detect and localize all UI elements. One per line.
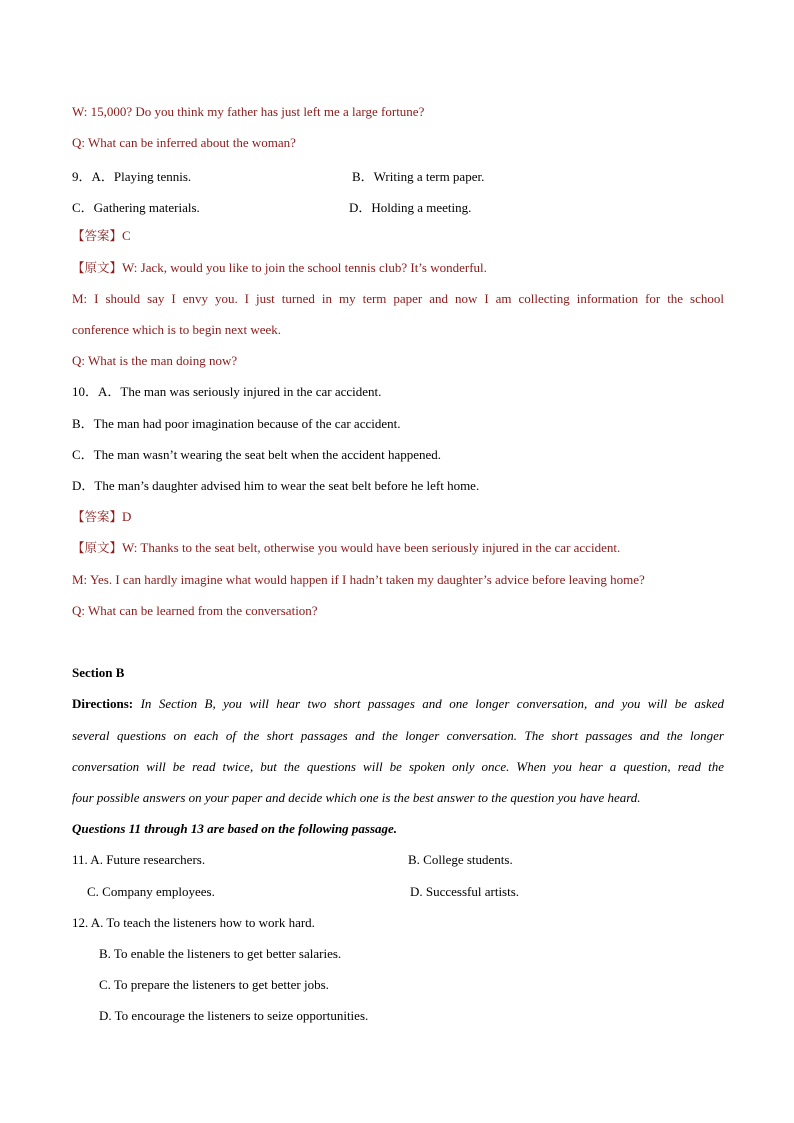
q9-woman-line: W: Jack, would you like to join the school tennis club? It’s wonderful.	[122, 260, 487, 275]
q8-woman-line: W: 15,000? Do you think my father has just left me a large fortune?	[72, 104, 425, 119]
directions-text-1: In Section B, you will hear two short passages and one longer conversation, and you will be asked	[140, 696, 725, 711]
q10-answer-tag: 【答案】	[72, 509, 123, 524]
section-b-title: Section B	[72, 665, 125, 680]
q10-option-c: C．The man wasn’t wearing the seat belt when the accident happened.	[72, 447, 442, 462]
q9-man-line-2: conference which is to begin next week.	[72, 322, 282, 337]
passage-heading: Questions 11 through 13 are based on the following passage.	[72, 821, 398, 836]
q10-question-line: Q: What can be learned from the conversation?	[72, 603, 318, 618]
q9-answer-value: C	[122, 228, 131, 243]
q10-man-line: M: Yes. I can hardly imagine what would happen if I hadn’t taken my daughter’s advice before leaving home?	[72, 572, 645, 587]
q10-answer-value: D	[122, 509, 132, 524]
q9-answer-line	[72, 228, 724, 244]
q9-question-line: Q: What is the man doing now?	[72, 353, 238, 368]
q10-option-b: B．The man had poor imagination because of the car accident.	[72, 416, 401, 431]
q8-question-line: Q: What can be inferred about the woman?	[72, 135, 296, 150]
q10-transcript-tag: 【原文】	[72, 540, 123, 555]
q10-option-a: 10．A．The man was seriously injured in the car accident.	[72, 384, 382, 399]
q10-answer-line	[72, 509, 724, 525]
q12-option-a: 12. A. To teach the listeners how to work hard.	[72, 915, 315, 930]
q10-woman-line: W: Thanks to the seat belt, otherwise you would have been seriously injured in the car accident.	[122, 540, 621, 555]
q9-option-b: B．Writing a term paper.	[352, 169, 485, 184]
q9-transcript-tag: 【原文】	[72, 260, 123, 275]
q9-answer-tag: 【答案】	[72, 228, 123, 243]
q9-man-line-1: M: I should say I envy you. I just turned in my term paper and now I am collecting information for the school	[72, 291, 724, 306]
q11-option-a: 11. A. Future researchers.	[72, 852, 206, 867]
q10-option-d: D．The man’s daughter advised him to wear the seat belt before he left home.	[72, 478, 480, 493]
directions-line-2: several questions on each of the short passages and the longer conversation. The short passages and the longer	[72, 728, 724, 743]
directions-label: Directions:	[72, 696, 134, 711]
directions-line-4: four possible answers on your paper and decide which one is the best answer to the question you have heard.	[72, 790, 641, 805]
q11-option-c: C. Company employees.	[87, 884, 215, 899]
q9-option-c: C．Gathering materials.	[72, 200, 200, 215]
q12-option-b: B. To enable the listeners to get better salaries.	[99, 946, 342, 961]
q9-option-a: 9．A．Playing tennis.	[72, 169, 192, 184]
directions-line-1	[72, 696, 724, 712]
q12-option-d: D. To encourage the listeners to seize opportunities.	[99, 1008, 369, 1023]
q11-option-b: B. College students.	[408, 852, 513, 867]
q10-transcript-line	[72, 540, 724, 556]
q9-transcript-line	[72, 260, 724, 276]
directions-line-3: conversation will be read twice, but the questions will be spoken only once. When you hear a question, read the	[72, 759, 724, 774]
q11-option-d: D. Successful artists.	[410, 884, 520, 899]
q12-option-c: C. To prepare the listeners to get better jobs.	[99, 977, 329, 992]
q9-option-d: D．Holding a meeting.	[349, 200, 472, 215]
